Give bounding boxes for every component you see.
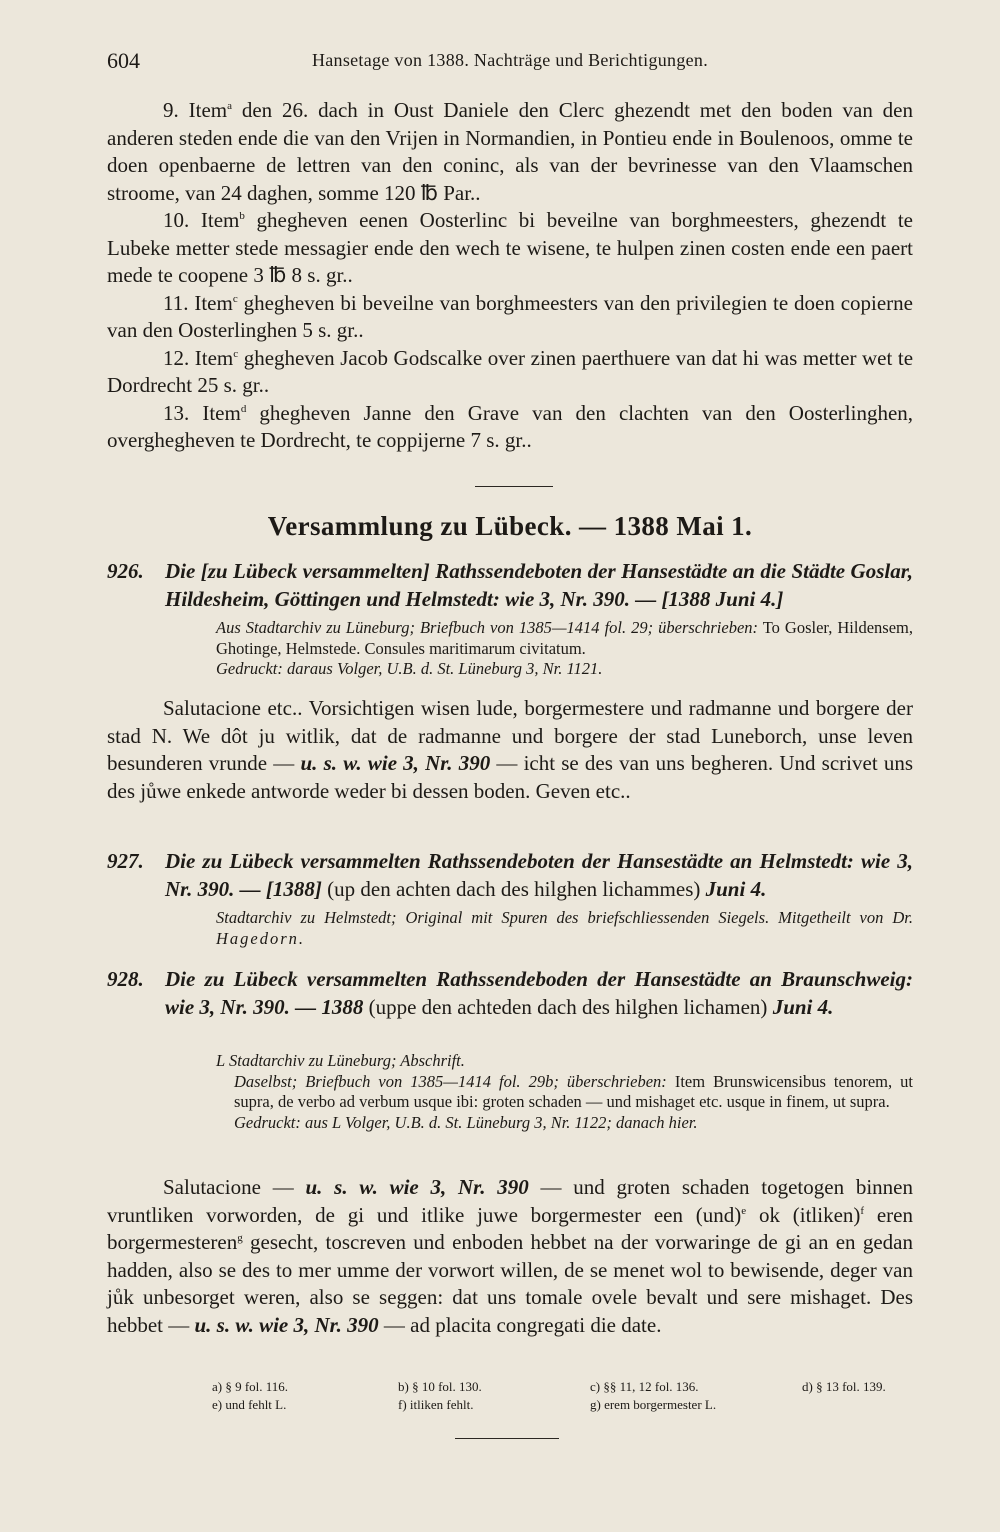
source-note: Aus Stadtarchiv zu Lüneburg; Briefbuch von 1385—1414 fol. 29; überschrieben: <box>216 618 759 637</box>
item-10 <box>107 207 913 290</box>
item-text: ghegheven Janne den Grave van den clachten van den Oosterlinghen, overghegheven te Dordrecht, te coppijerne 7 s. gr.. <box>107 400 914 452</box>
document-927-regest <box>107 848 913 903</box>
item-11 <box>107 290 913 345</box>
item-text: ghegheven bi beveilne van borghmeesters van den privilegien te doen copierne van den Oosterlinghen 5 s. gr.. <box>107 290 913 342</box>
document-928-source <box>216 1051 913 1133</box>
document-927-source <box>216 908 913 949</box>
item-text: ghegheven Jacob Godscalke over zinen paerthuere van dat hi was metter wet te Dordrecht 25 s. gr.. <box>107 345 914 397</box>
printed-note: Gedruckt: daraus Volger, U.B. d. St. Lüneburg 3, Nr. 1121. <box>216 659 603 678</box>
letter-text: Salutacione — <box>163 1175 306 1199</box>
footnote-mark: g <box>237 1232 243 1244</box>
cross-reference: u. s. w. wie 3, Nr. 390 <box>305 1175 529 1199</box>
page-header <box>107 48 913 78</box>
source-heading-text: Item Brunswicensibus tenorem, ut supra, de verbo ad verbum usque ibi: groten schaden — und mishaget etc. usque in finem, ut supra. <box>234 1071 913 1111</box>
printed-note: Gedruckt: aus L Volger, U.B. d. St. Lüneburg 3, Nr. 1122; danach hier. <box>234 1112 698 1132</box>
letter-text: gesecht, toscreven und enboden hebbet na der vorwaringe de gi an en gedan hadden, also se des to mer umme der vorwort willen, de se menet wol to bewisende, deger van jůk unbesorget weren, also se seggen: dat uns tomale ovele bevalt und sere mishaget. Des hebbet — <box>107 1230 913 1337</box>
item-13 <box>107 400 913 455</box>
footnote-mark: a <box>227 100 232 112</box>
item-lead: 9. Item <box>163 98 228 122</box>
letter-text: — ad placita congregati die date. <box>378 1312 662 1337</box>
page-number: 604 <box>107 48 140 73</box>
source-name: Hagedorn <box>216 928 299 948</box>
document-928-text <box>107 1174 913 1339</box>
document-926-text <box>107 695 913 805</box>
footnote-e: e) und fehlt L. <box>212 1397 287 1412</box>
footnote-a: a) § 9 fol. 116. <box>212 1379 289 1394</box>
footnote-mark: e <box>741 1204 747 1217</box>
source-note: Daselbst; Briefbuch von 1385—1414 fol. 29b; überschrieben: <box>234 1071 667 1091</box>
document-number: 928. <box>107 967 144 991</box>
source-detail <box>216 1072 913 1113</box>
footnote-mark: b <box>239 210 245 222</box>
letter-text: ok (itliken) <box>746 1202 861 1227</box>
item-lead: 11. Item <box>163 290 233 315</box>
letter-text: eren borgermesteren <box>107 1202 913 1254</box>
footnote-c: c) §§ 11, 12 fol. 136. <box>590 1379 699 1394</box>
footnote-mark: d <box>240 402 247 415</box>
footnote-f: f) itliken fehlt. <box>398 1397 474 1412</box>
footnote-mark: c <box>233 347 239 360</box>
footnote-g: g) erem borgermester L. <box>590 1397 717 1412</box>
source-note: L Stadtarchiv zu Lüneburg; Abschrift. <box>216 1051 465 1070</box>
item-9 <box>107 97 913 207</box>
document-926-source <box>216 618 913 680</box>
regest-date: Juni 4. <box>705 876 767 901</box>
document-number: 926. <box>107 559 144 583</box>
regest-date-text: (uppe den achteden dach des hilghen lichamen) <box>363 994 773 1019</box>
source-note: Stadtarchiv zu Helmstedt; Original mit Spuren des briefschliessenden Siegels. Mitgetheilt von Dr. <box>216 908 913 927</box>
cross-reference: u. s. w. wie 3, Nr. 390 <box>300 751 491 775</box>
item-12 <box>107 345 913 400</box>
regest-date: Juni 4. <box>772 994 834 1019</box>
item-lead: 12. Item <box>163 345 234 370</box>
footnote-d: d) § 13 fol. 139. <box>802 1379 886 1394</box>
letter-text: Salutacione etc.. Vorsichtigen wisen lude, borgermestere und radmanne und borgere der stad N. We dôt ju witlik, dat de radmanne und borgere der stad Luneborch, unse leven besunderen vrunde — <box>107 696 913 775</box>
section-heading: Versammlung zu Lübeck. — 1388 Mai 1. <box>267 511 753 541</box>
source-end: . <box>298 928 304 948</box>
document-number: 927. <box>107 849 144 873</box>
item-text: den 26. dach in Oust Daniele den Clerc ghezendt met den boden van den anderen steden ende die van den Vrijen in Normandien, in Pontieu ende in Boulenoos, omme te doen openbaerne de lettren van den coninc, als van der bevrinesse van den Vlaamschen stroome, van 24 daghen, somme 120 ℔ Par.. <box>107 98 914 205</box>
source-heading-text: To Gosler, Hildensem, Ghotinge, Helmstede. Consules maritimarum civitatum. <box>216 618 913 658</box>
regest-text: Die [zu Lübeck versammelten] Rathssendeboten der Hansestädte an die Städte Goslar, Hildesheim, Göttingen und Helmstedt: wie 3, Nr. 390. — [1388 Juni 4.] <box>165 559 913 611</box>
regest-text: Die zu Lübeck versammelten Rathssendeboten der Hansestädte an Helmstedt: wie 3, Nr. 390. — [1388] <box>165 849 913 901</box>
items-continued <box>107 97 913 455</box>
bottom-rule <box>455 1438 559 1439</box>
cross-reference: u. s. w. wie 3, Nr. 390 <box>194 1312 379 1337</box>
regest-text: Die zu Lübeck versammelten Rathssendeboden der Hansestädte an Braunschweig: wie 3, Nr. 390. — 1388 <box>165 967 913 1019</box>
item-text: ghegheven eenen Oosterlinc bi beveilne van borghmeesters, ghezendt te Lubeke metter stede messagier ende den wech te wisene, te hulpen zinen costen ende een paert mede te coopene 3 ℔ 8 s. gr.. <box>107 208 914 287</box>
document-928-regest <box>107 966 913 1021</box>
section-divider <box>475 486 553 487</box>
item-lead: 10. Item <box>163 208 240 232</box>
footnote-mark: f <box>860 1204 865 1217</box>
document-926-regest <box>107 558 913 613</box>
running-title: Hansetage von 1388. Nachträge und Berichtigungen. <box>311 50 709 70</box>
regest-date-text: (up den achten dach des hilghen lichammes) <box>321 876 706 901</box>
footnote-b: b) § 10 fol. 130. <box>398 1379 482 1394</box>
item-lead: 13. Item <box>163 400 241 425</box>
letter-text: — icht se des van uns begheren. Und scrivet uns des jůwe enkede antworde weder bi dessen boden. Geven etc.. <box>107 751 913 803</box>
letter-text: — und groten schaden togetogen binnen vruntliken vorworden, de gi und itlike juwe borgermester een (und) <box>107 1175 913 1227</box>
footnote-mark: c <box>232 292 238 305</box>
